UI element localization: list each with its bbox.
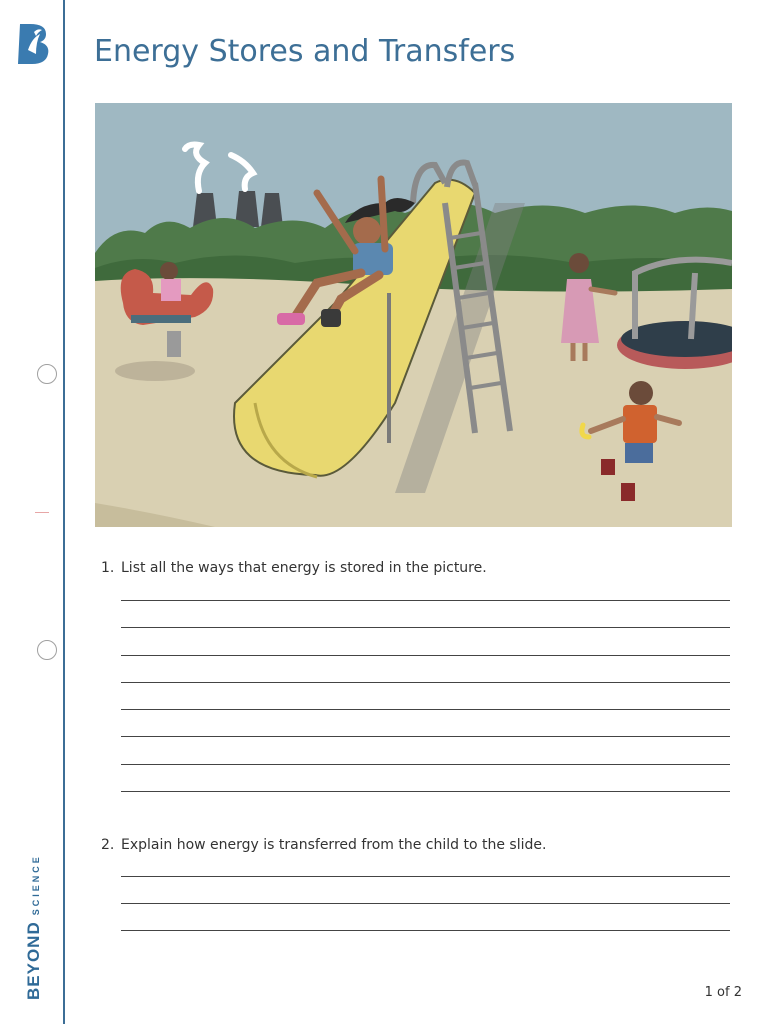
brand-secondary: SCIENCE — [31, 854, 41, 916]
brand-primary: BEYOND — [24, 921, 43, 1000]
question-2-text: Explain how energy is transferred from the child to the slide. — [121, 837, 547, 853]
question-1-number: 1. — [101, 560, 115, 576]
page-center-mark — [35, 512, 49, 513]
answer-line[interactable] — [121, 764, 730, 765]
answer-line[interactable] — [121, 709, 730, 710]
answer-line[interactable] — [121, 600, 730, 601]
answer-line[interactable] — [121, 791, 730, 792]
answer-line[interactable] — [121, 655, 730, 656]
beyond-logo-icon — [14, 20, 52, 66]
playground-slide-illustration — [95, 103, 732, 527]
answer-line[interactable] — [121, 930, 730, 931]
binder-hole-top — [37, 364, 57, 384]
brand-wordmark — [24, 854, 44, 1000]
answer-line[interactable] — [121, 627, 730, 628]
question-2 — [101, 837, 546, 853]
binder-hole-bottom — [37, 640, 57, 660]
page-title: Energy Stores and Transfers — [94, 34, 516, 69]
answer-line[interactable] — [121, 903, 730, 904]
question-2-number: 2. — [101, 837, 115, 853]
answer-line[interactable] — [121, 736, 730, 737]
margin-rule — [63, 0, 65, 1024]
question-1 — [101, 560, 487, 576]
question-1-text: List all the ways that energy is stored in the picture. — [121, 560, 487, 576]
answer-line[interactable] — [121, 876, 730, 877]
page-number: 1 of 2 — [704, 985, 742, 1000]
answer-line[interactable] — [121, 682, 730, 683]
